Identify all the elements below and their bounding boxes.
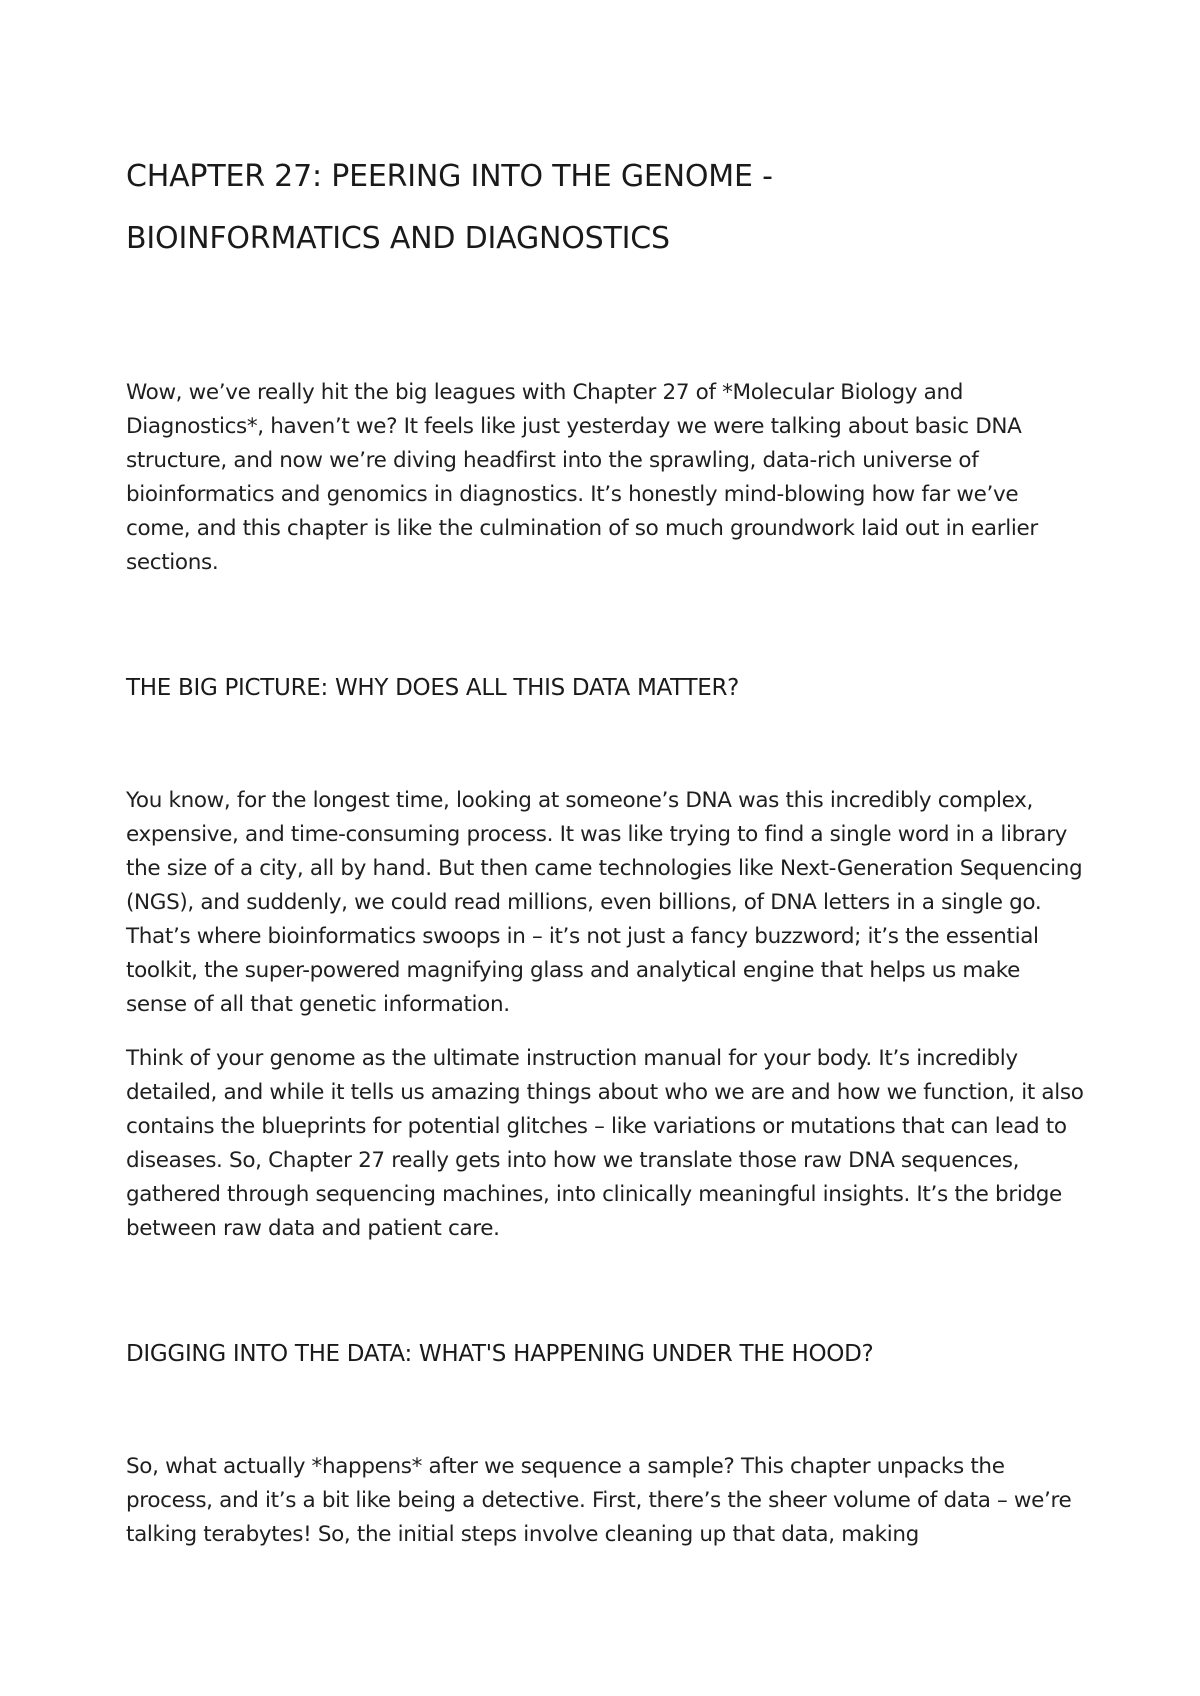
big-picture-paragraph-1: You know, for the longest time, looking at someone’s DNA was this incredibly complex, expensive, and time-consuming process. It was like trying to find a single word in a library the size of a city, all by hand. But then came technologies like Next-Generation Sequencing (NGS), and suddenly, we could read millions, even billions, of DNA letters in a single go. That’s where bioinformatics swoops in – it’s not just a fancy buzzword; it’s the essential toolkit, the super-powered magnifying glass and analytical engine that helps us make sense of all that genetic information. bbox=[126, 788, 1083, 1017]
section-heading-big-picture: THE BIG PICTURE: WHY DOES ALL THIS DATA MATTER? bbox=[126, 675, 740, 701]
big-picture-paragraph-2: Think of your genome as the ultimate instruction manual for your body. It’s incredibly detailed, and while it tells us amazing things about who we are and how we function, it also contains the blueprints for potential glitches – like variations or mutations that can lead to diseases. So, Chapter 27 really gets into how we translate those raw DNA sequences, gathered through sequencing machines, into clinically meaningful insights. It’s the bridge between raw data and patient care. bbox=[126, 1046, 1084, 1241]
section-heading-digging-into-data: DIGGING INTO THE DATA: WHAT'S HAPPENING UNDER THE HOOD? bbox=[126, 1341, 874, 1367]
chapter-title-line-1: CHAPTER 27: PEERING INTO THE GENOME - bbox=[126, 159, 773, 194]
intro-paragraph: Wow, we’ve really hit the big leagues with Chapter 27 of *Molecular Biology and Diagnostics*, haven’t we? It feels like just yesterday we were talking about basic DNA structure, and now we’re diving headfirst into the sprawling, data-rich universe of bioinformatics and genomics in diagnostics. It’s honestly mind-blowing how far we’ve come, and this chapter is like the culmination of so much groundwork laid out in earlier sections. bbox=[126, 380, 1038, 575]
chapter-title bbox=[126, 146, 1086, 270]
digging-paragraph-1: So, what actually *happens* after we sequence a sample? This chapter unpacks the process, and it’s a bit like being a detective. First, there’s the sheer volume of data – we’re talking terabytes! So, the initial steps involve cleaning up that data, making bbox=[126, 1454, 1072, 1547]
chapter-title-line-2: BIOINFORMATICS AND DIAGNOSTICS bbox=[126, 221, 670, 256]
document-content bbox=[126, 146, 1086, 1552]
